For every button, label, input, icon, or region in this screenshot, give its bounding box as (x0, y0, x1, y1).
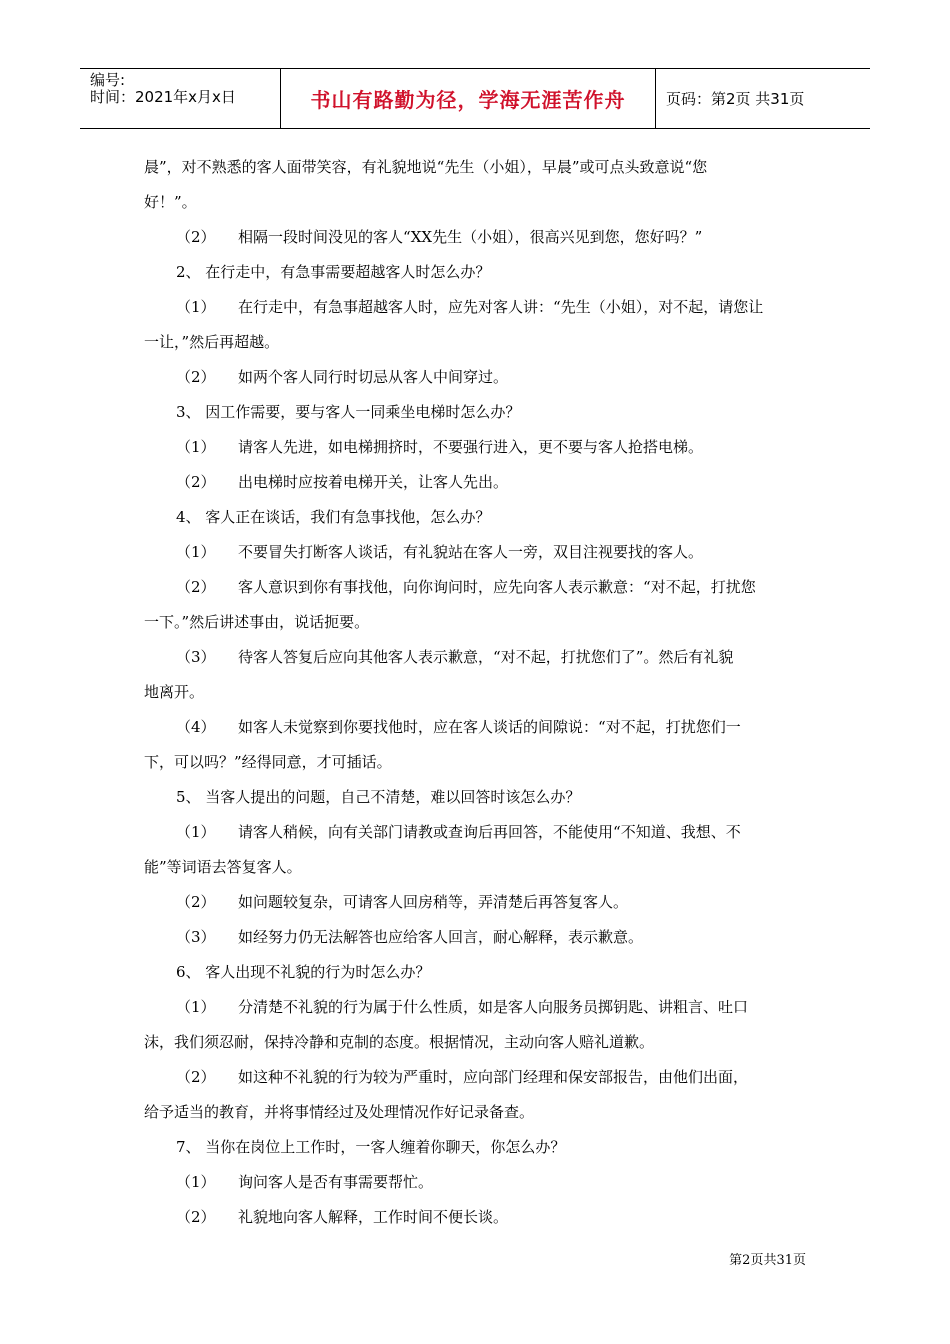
body-line: 一让，”然后再超越。 (144, 333, 280, 351)
page-header (80, 68, 870, 129)
body-line: （2） 如这种不礼貌的行为较为严重时，应向部门经理和保安部报告，由他们出面， (176, 1068, 749, 1086)
body-line: 一下。”然后讲述事由，说话扼要。 (144, 613, 370, 631)
section-heading: 4、 客人正在谈话，我们有急事找他，怎么办？ (176, 508, 491, 526)
body-line: （1） 询问客人是否有事需要帮忙。 (176, 1173, 434, 1191)
body-line: 晨”，对不熟悉的客人面带笑容，有礼貌地说“先生（小姐），早晨”或可点头致意说“您 (144, 158, 708, 176)
body-line: 下，可以吗？”经得同意，才可插话。 (144, 753, 392, 771)
section-heading: 2、 在行走中，有急事需要超越客人时怎么办？ (176, 263, 491, 281)
body-line: （2） 客人意识到你有事找他，向你询问时，应先向客人表示歉意：“对不起，打扰您 (176, 578, 756, 596)
section-heading: 6、 客人出现不礼貌的行为时怎么办？ (176, 963, 431, 981)
body-line: 好！”。 (144, 193, 197, 211)
page-footer-number: 第2页共31页 (729, 1253, 806, 1268)
header-divider (280, 69, 281, 128)
body-line: 给予适当的教育，并将事情经过及处理情况作好记录备查。 (144, 1103, 535, 1121)
body-line: （1） 请客人先进，如电梯拥挤时，不要强行进入，更不要与客人抢搭电梯。 (176, 438, 704, 456)
body-line: （2） 如两个客人同行时切忌从客人中间穿过。 (176, 368, 509, 386)
body-line: 能”等词语去答复客人。 (144, 858, 302, 876)
body-line: （2） 相隔一段时间没见的客人“XX先生（小姐），很高兴见到您，您好吗？” (176, 228, 703, 246)
document-body (144, 150, 808, 1235)
body-line: （1） 分清楚不礼貌的行为属于什么性质，如是客人向服务员掷钥匙、讲粗言、吐口 (176, 998, 749, 1016)
body-line: （1） 不要冒失打断客人谈话，有礼貌站在客人一旁，双目注视要找的客人。 (176, 543, 704, 561)
body-line: 沫，我们须忍耐，保持冷静和克制的态度。根据情况，主动向客人赔礼道歉。 (144, 1033, 655, 1051)
header-meta (80, 69, 280, 128)
section-heading: 5、 当客人提出的问题，自己不清楚，难以回答时该怎么办？ (176, 788, 581, 806)
body-line: （3） 如经努力仍无法解答也应给客人回言，耐心解释，表示歉意。 (176, 928, 644, 946)
header-motto: 书山有路勤为径，学海无涯苦作舟 (310, 88, 626, 112)
body-line: （3） 待客人答复后应向其他客人表示歉意，“对不起，打扰您们了”。然后有礼貌 (176, 648, 734, 666)
body-line: （4） 如客人未觉察到你要找他时，应在客人谈话的间隙说：“对不起，打扰您们一 (176, 718, 741, 736)
body-line: （2） 如问题较复杂，可请客人回房稍等，弄清楚后再答复客人。 (176, 893, 629, 911)
section-heading: 7、 当你在岗位上工作时，一客人缠着你聊天，你怎么办？ (176, 1138, 566, 1156)
header-page-code: 页码：第2页 共31页 (666, 90, 805, 108)
document-number-label: 编号: (90, 71, 126, 89)
header-divider (655, 69, 656, 128)
body-line: （2） 出电梯时应按着电梯开关，让客人先出。 (176, 473, 509, 491)
body-line: （1） 请客人稍候，向有关部门请教或查询后再回答，不能使用“不知道、我想、不 (176, 823, 741, 841)
body-line: （1） 在行走中，有急事超越客人时，应先对客人讲：“先生（小姐），对不起，请您让 (176, 298, 764, 316)
body-line: （2） 礼貌地向客人解释，工作时间不便长谈。 (176, 1208, 509, 1226)
body-line: 地离开。 (144, 683, 205, 701)
document-date: 时间：2021年x月x日 (90, 88, 236, 106)
section-heading: 3、 因工作需要，要与客人一同乘坐电梯时怎么办？ (176, 403, 521, 421)
